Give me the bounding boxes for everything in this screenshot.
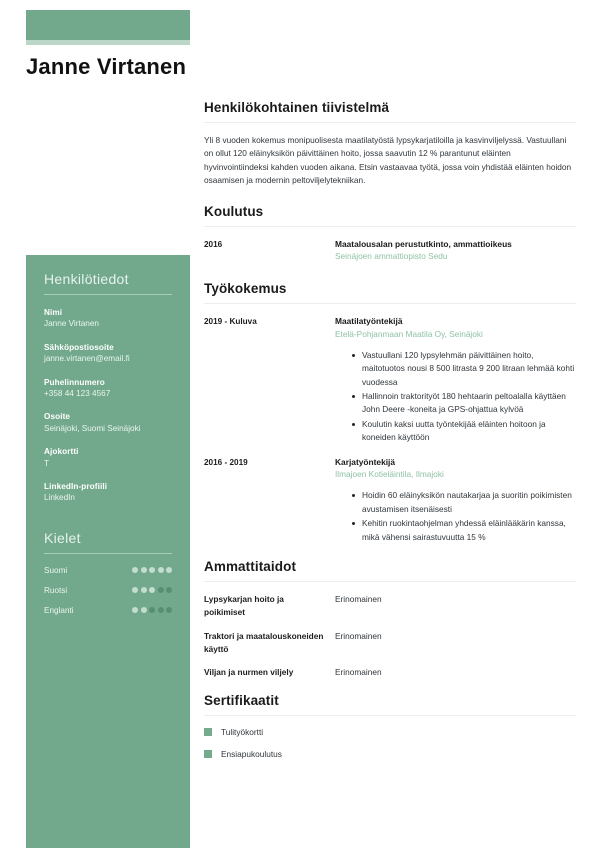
sidebar-field-value: Seinäjoki, Suomi Seinäjoki	[44, 423, 141, 433]
experience-bullet-list	[335, 489, 576, 544]
skill-level: Erinomainen	[335, 630, 382, 641]
experience-entry	[204, 315, 576, 446]
section-divider	[204, 303, 576, 304]
section-heading-summary: Henkilökohtainen tiivistelmä	[204, 100, 390, 115]
education-details	[335, 238, 576, 263]
sidebar-field-value: janne.virtanen@email.fi	[44, 354, 130, 364]
section-divider	[204, 581, 576, 582]
language-row-suomi	[44, 566, 172, 575]
education-entry	[204, 238, 576, 263]
sidebar-field-label: Ajokortti	[44, 447, 79, 457]
language-rating-dots	[132, 607, 172, 613]
main-content	[204, 100, 576, 771]
rating-dot	[166, 607, 172, 613]
language-rating-dots	[132, 567, 172, 573]
section-divider	[204, 226, 576, 227]
rating-dot	[158, 587, 164, 593]
skill-level: Erinomainen	[335, 593, 382, 604]
section-skills	[204, 559, 576, 679]
rating-dot	[132, 587, 138, 593]
certificate-row	[204, 727, 576, 737]
experience-job-title: Karjatyöntekijä	[335, 456, 396, 467]
language-row-ruotsi	[44, 586, 172, 595]
sidebar-field-email	[44, 342, 172, 366]
rating-dot	[132, 607, 138, 613]
certificate-row	[204, 749, 576, 759]
language-label: Suomi	[44, 565, 68, 575]
skill-row	[204, 593, 576, 619]
rating-dot	[166, 567, 172, 573]
header-accent-bar	[26, 10, 190, 40]
sidebar-field-label: Puhelinnumero	[44, 377, 105, 387]
header-accent-strip	[26, 40, 190, 45]
section-experience	[204, 281, 576, 545]
experience-organization: Ilmajoen Kotieläintila, Ilmajoki	[335, 469, 444, 480]
experience-bullet-list	[335, 349, 576, 445]
section-heading-experience: Työkokemus	[204, 281, 287, 297]
rating-dot	[149, 607, 155, 613]
experience-period: 2016 - 2019	[204, 457, 248, 467]
sidebar-field-drivers-license	[44, 446, 172, 470]
education-organization: Seinäjoen ammattiopisto Sedu	[335, 251, 448, 262]
sidebar-field-label: Osoite	[44, 412, 71, 422]
sidebar-heading-languages: Kielet	[44, 529, 81, 546]
section-heading-certificates: Sertifikaatit	[204, 693, 279, 709]
skill-row	[204, 630, 576, 656]
certificate-label: Ensiapukoulutus	[221, 749, 282, 760]
square-bullet-icon	[204, 728, 212, 736]
sidebar-field-phone	[44, 377, 172, 401]
sidebar-field-value[interactable]: LinkedIn	[44, 493, 75, 503]
rating-dot	[141, 587, 147, 593]
rating-dot	[149, 567, 155, 573]
rating-dot	[141, 607, 147, 613]
section-heading-skills: Ammattitaidot	[204, 558, 297, 574]
rating-dot	[141, 567, 147, 573]
experience-job-title: Maatilatyöntekijä	[335, 316, 403, 327]
square-bullet-icon	[204, 750, 212, 758]
sidebar-field-label: Sähköpostiosoite	[44, 342, 114, 352]
summary-paragraph: Yli 8 vuoden kokemus monipuolisesta maatilatyöstä lypsykarjatiloilla ja kasvinviljelyssä. Vastuullani on ollut 120 eläinyksikön päivittäinen hoito, jossa saavutin 12 % parantunut eläinten hyvinvointiindeksi kahden vuoden aikana. Etsin vastaavaa työtä, jossa voin yhdistää eläinten hoidon osaamisen ja modernin peltoviljelytekniikan.	[204, 135, 572, 186]
language-rating-dots	[132, 587, 172, 593]
section-certificates	[204, 693, 576, 759]
experience-bullet: Vastuullani 120 lypsylehmän päivittäinen hoito, maitotuotos nousi 8 500 litrasta 9 200 litraan lehmää kohti vuodessa	[352, 349, 576, 389]
rating-dot	[166, 587, 172, 593]
experience-organization: Etelä-Pohjanmaan Maatila Oy, Seinäjoki	[335, 328, 483, 339]
sidebar-field-value: +358 44 123 4567	[44, 389, 111, 399]
section-education	[204, 204, 576, 263]
sidebar-field-label: Nimi	[44, 308, 63, 317]
experience-details	[335, 315, 576, 446]
candidate-name: Janne Virtanen	[26, 54, 187, 79]
experience-bullet: Hallinnoin traktorityöt 180 hehtaarin peltoalalla käyttäen John Deere -koneita ja GPS-ohjattua kylvöä	[352, 390, 576, 417]
sidebar-field-label: LinkedIn-profiili	[44, 481, 108, 491]
experience-period: 2019 - Kuluva	[204, 317, 257, 327]
sidebar-spacer	[44, 516, 172, 530]
sidebar-divider-personal-info	[44, 294, 172, 295]
education-period: 2016	[204, 239, 223, 249]
experience-entry	[204, 456, 576, 545]
experience-bullet: Hoidin 60 eläinyksikön nautakarjaa ja suoritin poikimisten avustamisen itsenäisesti	[352, 489, 576, 516]
sidebar	[26, 255, 190, 848]
sidebar-heading-personal-info: Henkilötiedot	[44, 271, 129, 287]
sidebar-divider-languages	[44, 553, 172, 554]
sidebar-field-value: Janne Virtanen	[44, 319, 99, 329]
rating-dot	[149, 587, 155, 593]
skill-name: Traktori ja maatalouskoneiden käyttö	[204, 630, 324, 654]
experience-details	[335, 456, 576, 545]
language-label: Ruotsi	[44, 585, 68, 595]
rating-dot	[158, 567, 164, 573]
certificate-label: Tulityökortti	[221, 727, 264, 738]
education-degree: Maatalousalan perustutkinto, ammattioikeus	[335, 238, 512, 249]
language-row-englanti	[44, 606, 172, 615]
sidebar-field-address	[44, 411, 172, 435]
section-heading-education: Koulutus	[204, 203, 264, 219]
skill-name: Lypsykarjan hoito ja poikimiset	[204, 593, 284, 617]
section-divider	[204, 715, 576, 716]
experience-bullet: Kehitin ruokintaohjelman yhdessä eläinlääkärin kanssa, mikä vähensi sairastuvuutta 15 %	[352, 517, 576, 544]
sidebar-field-name	[44, 307, 172, 331]
sidebar-field-value: T	[44, 458, 50, 468]
language-label: Englanti	[44, 605, 74, 615]
rating-dot	[158, 607, 164, 613]
rating-dot	[132, 567, 138, 573]
skill-row	[204, 666, 576, 679]
section-summary	[204, 100, 576, 188]
sidebar-field-linkedin	[44, 481, 172, 505]
section-divider	[204, 122, 576, 123]
skill-name: Viljan ja nurmen viljely	[204, 667, 294, 678]
skill-level: Erinomainen	[335, 667, 382, 678]
experience-bullet: Koulutin kaksi uutta työntekijää eläinten hoitoon ja koneiden käyttöön	[352, 418, 576, 445]
